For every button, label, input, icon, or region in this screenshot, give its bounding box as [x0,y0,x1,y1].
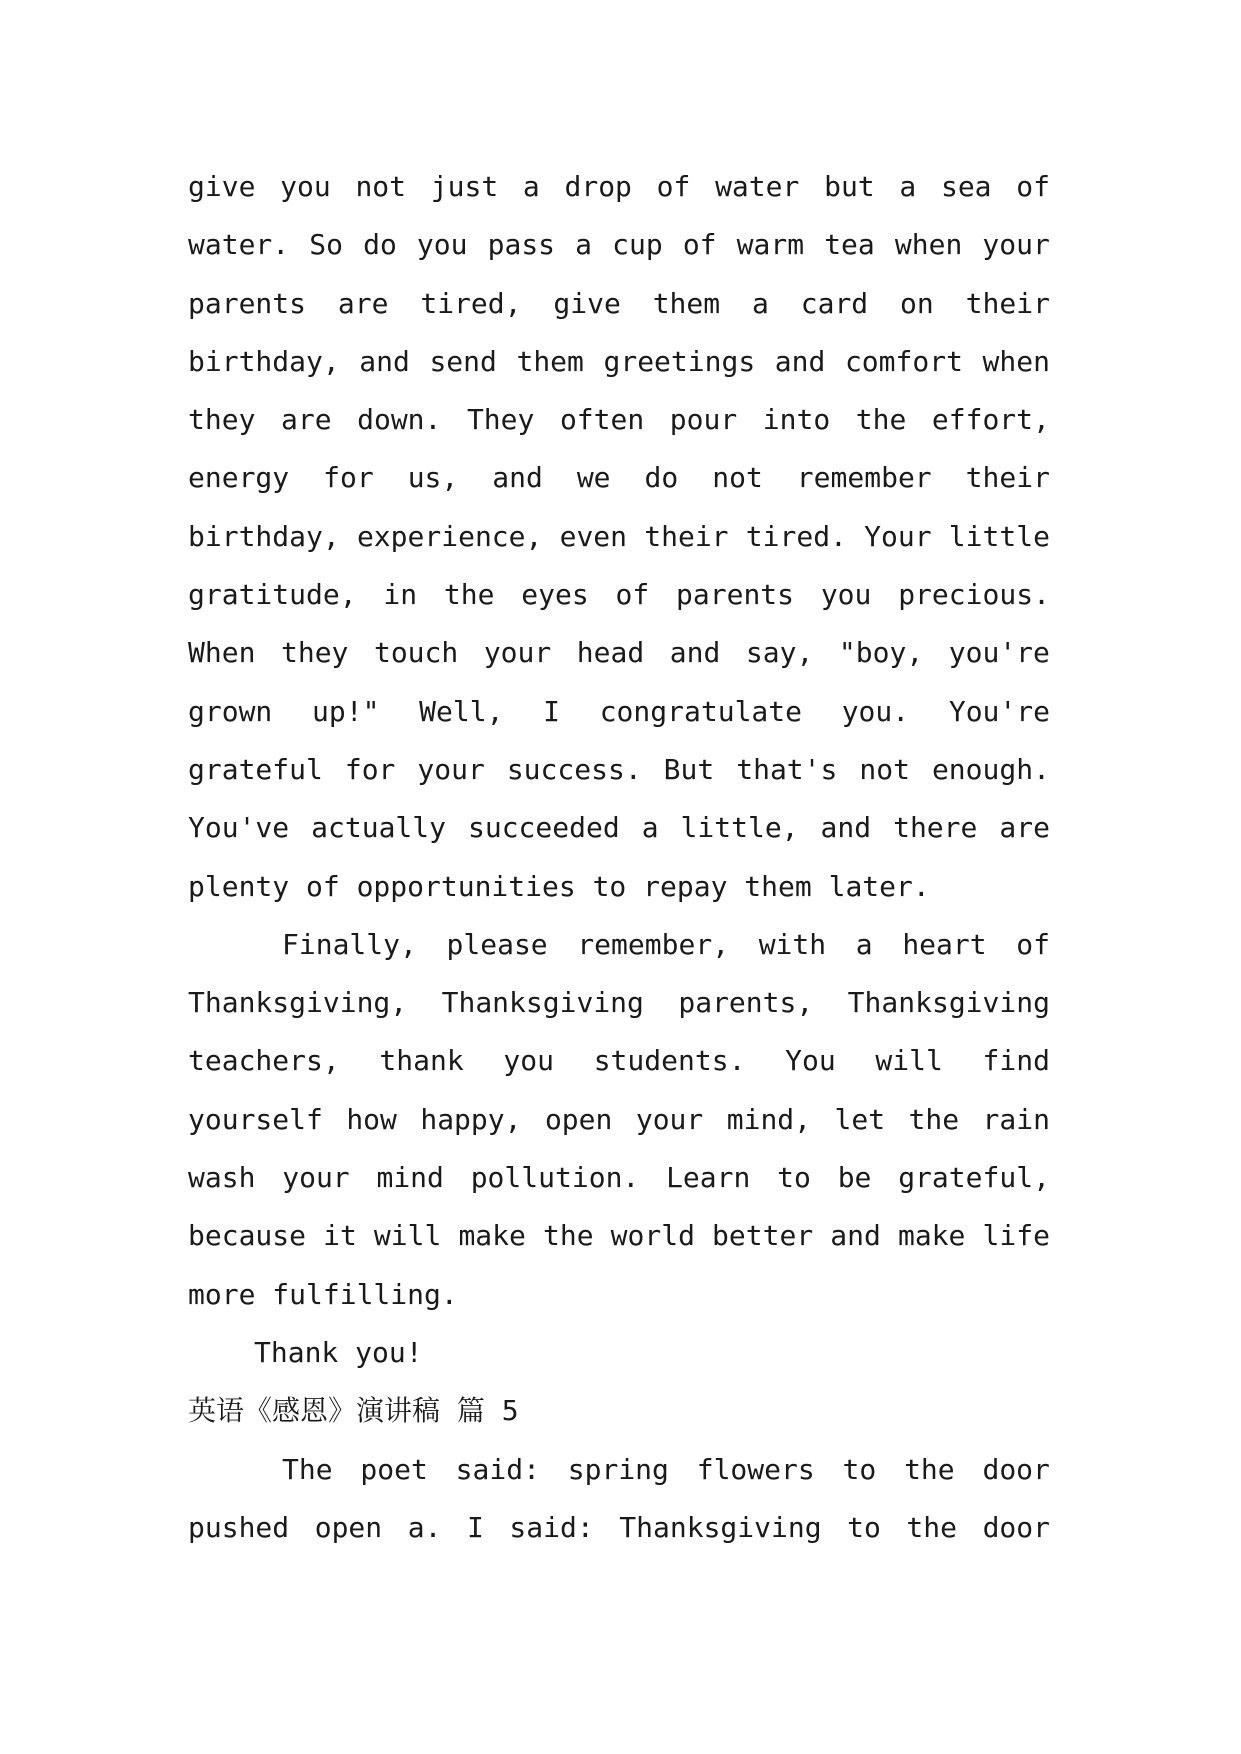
word: but [824,170,875,203]
word: are [337,286,389,320]
word: The [282,1452,333,1486]
word: are [999,811,1050,845]
word: the [906,1510,957,1544]
word: often [559,403,645,437]
word: your [982,228,1050,262]
word: succeeded [467,811,620,845]
word: with [758,927,827,961]
text-line [188,275,1050,333]
word: you [280,170,331,203]
word: world [610,1219,695,1253]
word: we [576,461,611,495]
word: into [762,403,831,437]
word: will [373,1219,442,1253]
word: make [458,1219,526,1253]
word: find [982,1044,1050,1078]
word: please [446,927,548,961]
word: how [346,1102,397,1136]
word: Your [864,519,932,553]
text-line [188,624,1050,682]
word: grown [188,694,273,728]
word: congratulate [599,694,802,728]
word: down. [357,403,442,437]
word: So [309,228,343,262]
word: better [712,1219,814,1253]
text-line [188,916,1050,974]
word: to [777,1161,811,1195]
word: you're [948,636,1050,670]
word: Thanksgiving [441,986,644,1020]
word: even [559,519,628,553]
closing-text: Thank you! [254,1335,423,1369]
word: door [982,1510,1050,1544]
word: precious. [898,578,1050,612]
word: Finally, [282,927,417,961]
word: You're [948,694,1050,728]
word: give [188,170,256,203]
word: I [543,694,560,728]
word: effort, [931,403,1050,437]
text-line [188,799,1050,857]
word: drop [564,170,632,203]
word: in [383,578,418,612]
word: gratitude, [188,578,357,612]
text-line [188,1266,1050,1324]
word: pollution. [470,1161,640,1195]
word: parents [188,286,307,320]
word: You [785,1044,836,1078]
word: pushed [188,1510,290,1544]
word: warm [736,228,805,262]
word: say, [745,636,814,670]
word: your [417,752,485,786]
word: door [982,1452,1050,1486]
word: a [855,927,873,961]
word: enough. [931,752,1050,786]
text-line [188,1499,1050,1557]
word: the [443,578,495,612]
word: poet [360,1452,428,1486]
text-line [188,683,1050,741]
text-line [188,1207,1050,1265]
word: yourself [188,1102,323,1136]
word: grateful, [898,1161,1050,1195]
word: do [644,461,679,495]
text-line [188,741,1050,799]
closing-line [188,1324,1050,1382]
word: open [314,1510,383,1544]
word: rain [982,1102,1050,1136]
word: a [899,170,917,203]
paragraph-3 [188,1441,1050,1558]
word: of [682,228,717,262]
word: spring [567,1452,669,1486]
word: Thanksgiving [619,1510,822,1544]
word: do [363,228,397,262]
word: your [635,1102,704,1136]
word: will [875,1044,943,1078]
text-line [188,391,1050,449]
word: Thanksgiving [847,986,1050,1020]
word: the [908,1102,960,1136]
word: and [359,344,410,378]
word: birthday, [188,519,340,553]
text-line [188,1441,1050,1499]
word: head [576,636,645,670]
word: when [894,228,963,262]
word: the [542,1219,594,1253]
word: They [466,403,535,437]
word: you. [841,694,910,728]
word: tired. [745,519,847,553]
word: their [965,461,1050,495]
word: of [615,578,650,612]
word: parents, [678,986,814,1020]
word: But [663,752,715,786]
word: that's [736,752,838,786]
word: mind [376,1161,444,1195]
word: you [820,578,872,612]
word: it [323,1219,357,1253]
text-line [188,508,1050,566]
word: make [897,1219,966,1253]
word: cup [612,228,663,262]
word: a [641,811,659,845]
word: your [483,636,552,670]
text-line [188,858,1050,916]
word: you [416,228,468,262]
word: water. [188,228,290,262]
word: for [344,752,396,786]
word: Well, [419,694,504,728]
word: they [280,636,349,670]
word: open [544,1102,613,1136]
text-line [188,974,1050,1032]
word: on [900,286,934,320]
paragraph-2 [188,916,1050,1324]
word: they [188,403,256,437]
word: heart [902,927,987,961]
word: card [800,286,869,320]
word: Thanksgiving, [188,986,408,1020]
word: grateful [188,752,323,786]
word: tea [824,228,875,262]
word: their [644,519,729,553]
text-line [188,216,1050,274]
text-line [188,1032,1050,1090]
word: and [492,461,543,495]
text-line [188,449,1050,507]
word: students. [593,1044,746,1078]
text-line [188,333,1050,391]
word: us, [407,461,459,495]
word: actually [311,811,446,845]
word: them [652,286,721,320]
word: not [859,752,910,786]
text-line-content: more fulfilling. [188,1277,458,1311]
word: are [280,403,332,437]
word: send [429,344,497,378]
word: when [982,344,1050,378]
word: said: [455,1452,540,1486]
word: give [553,286,621,320]
word: not [712,461,763,495]
word: Learn [666,1161,751,1195]
word: of [1016,170,1050,203]
text-line [188,1091,1050,1149]
word: them [516,344,584,378]
word: of [1016,927,1050,961]
word: and [669,636,721,670]
paragraph-1 [188,158,1050,916]
word: mind, [726,1102,812,1136]
word: and [774,344,826,378]
document-body [188,158,1050,1557]
word: flowers [696,1452,815,1486]
word: of [656,170,691,203]
word: remember [796,461,932,495]
word: tired, [420,286,522,320]
word: pour [669,403,738,437]
word: experience, [356,519,543,553]
word: the [855,403,907,437]
word: teachers, [188,1044,340,1078]
word: thank [379,1044,464,1078]
text-line-content: plenty of opportunities to repay them later. [188,869,930,903]
word: remember, [577,927,730,961]
word: greetings [603,344,756,378]
word: pass [487,228,556,262]
word: a [575,228,593,262]
word: success. [506,752,642,786]
word: be [837,1161,872,1195]
word: and [830,1219,881,1253]
word: wash [188,1161,256,1195]
word: to [847,1510,881,1544]
word: eyes [521,578,589,612]
word: water [715,170,800,203]
word: little, [680,811,799,845]
word: you [503,1044,554,1078]
word: a. [407,1510,442,1544]
word: because [188,1219,307,1253]
word: the [904,1452,955,1486]
word: I [467,1510,484,1544]
word: said: [509,1510,594,1544]
word: little [948,519,1050,553]
word: there [893,811,978,845]
word: for [323,461,374,495]
text-line [188,566,1050,624]
word: up!" [312,694,380,728]
word: energy [188,461,290,495]
word: life [982,1219,1050,1253]
word: When [188,636,256,670]
word: your [282,1161,350,1195]
text-line [188,158,1050,216]
word: birthday, [188,344,340,378]
word: comfort [844,344,963,378]
word: let [834,1102,886,1136]
section-heading: 英语《感恩》演讲稿 篇 5 [188,1394,519,1428]
word: to [842,1452,877,1486]
word: their [965,286,1050,320]
word: just [430,170,499,203]
word: not [355,170,407,203]
word: sea [940,170,992,203]
word: parents [676,578,795,612]
word: and [820,811,872,845]
word: You've [188,811,290,845]
word: happy, [420,1102,522,1136]
word: a [522,170,540,203]
word: a [752,286,769,320]
word: touch [373,636,459,670]
word: "boy, [838,636,924,670]
text-line [188,1149,1050,1207]
